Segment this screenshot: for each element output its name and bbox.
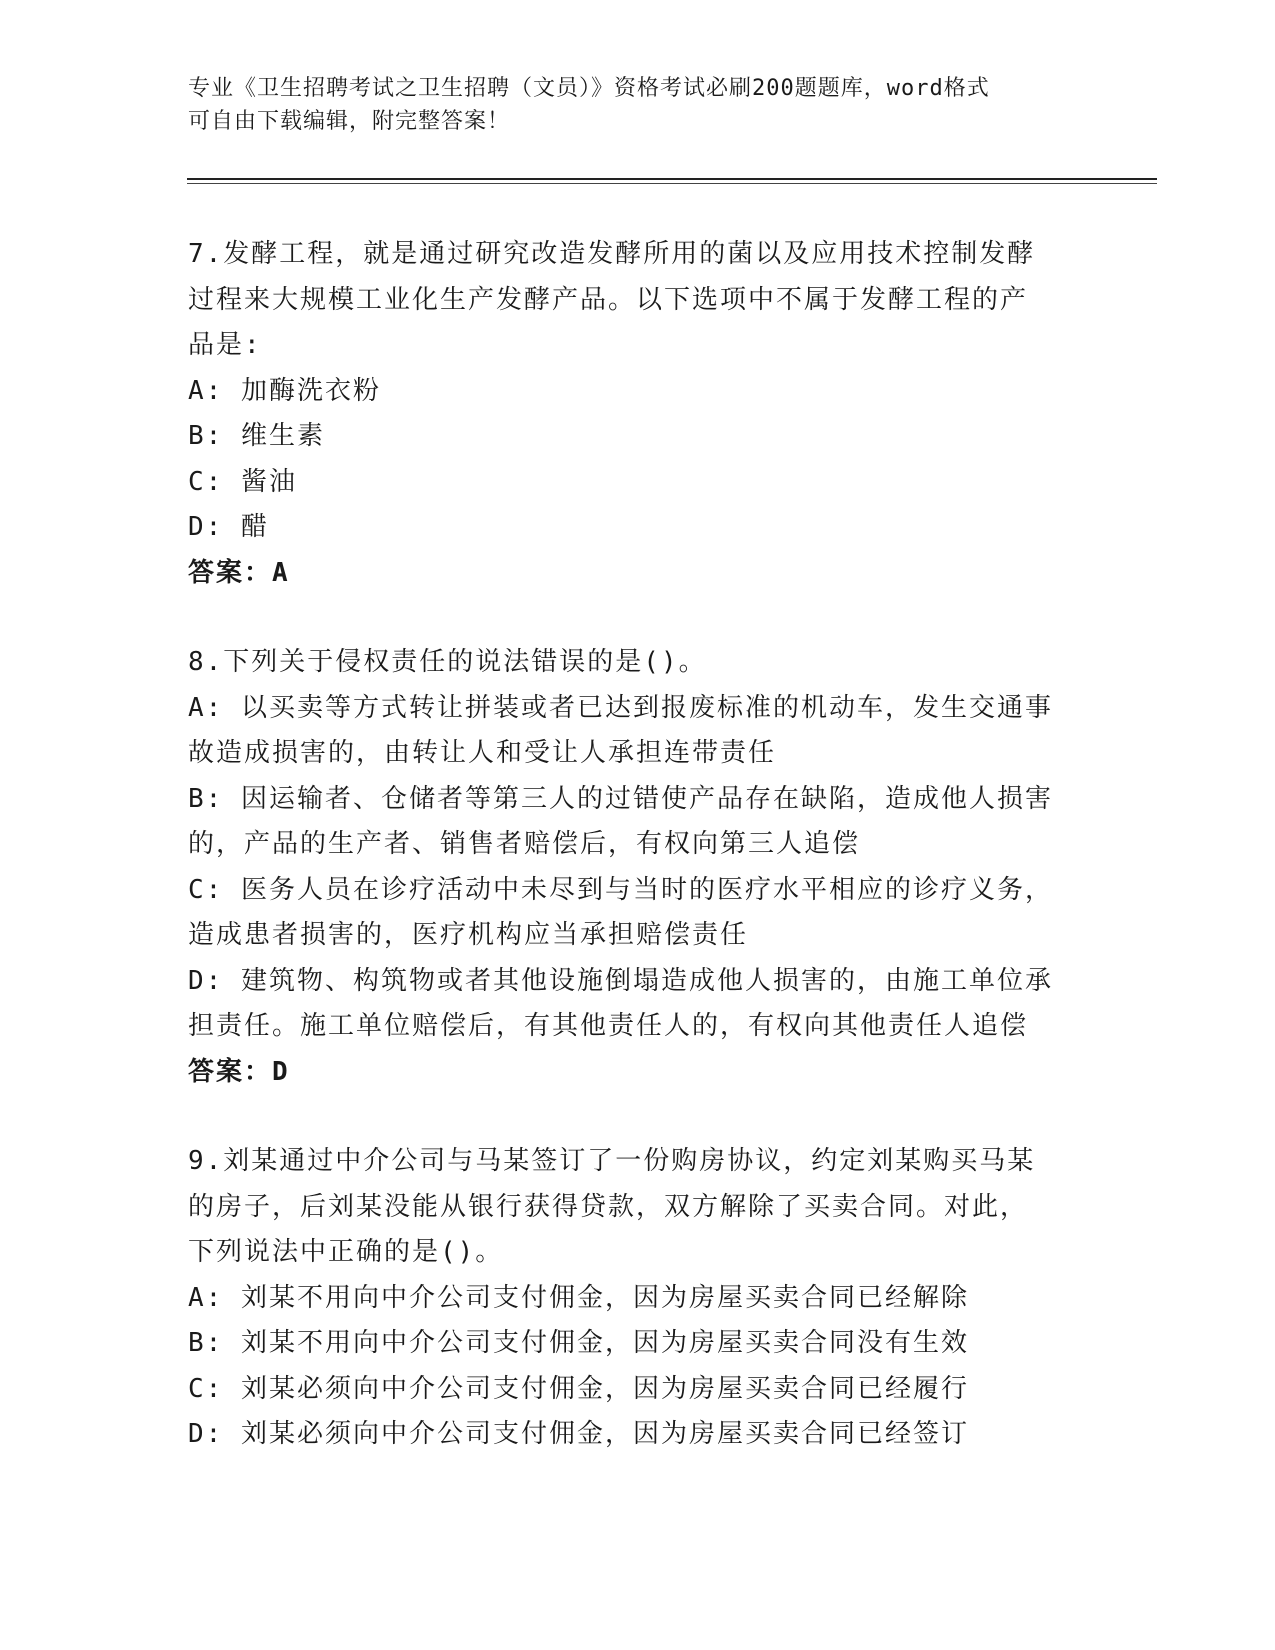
header-divider-thin — [187, 183, 1157, 184]
option-c: C: 医务人员在诊疗活动中未尽到与当时的医疗水平相应的诊疗义务， — [188, 874, 1053, 905]
document-header — [188, 72, 1068, 138]
option-d: D: 刘某必须向中介公司支付佣金，因为房屋买卖合同已经签订 — [188, 1419, 969, 1449]
question-stem-line: 8.下列关于侵权责任的说法错误的是()。 — [188, 647, 707, 677]
option-b: B: 刘某不用向中介公司支付佣金，因为房屋买卖合同没有生效 — [188, 1328, 969, 1358]
question-stem-line: 下列说法中正确的是()。 — [188, 1237, 504, 1267]
option-a: A: 加酶洗衣粉 — [188, 375, 381, 406]
option-d-cont: 担责任。施工单位赔偿后，有其他责任人的，有权向其他责任人追偿 — [188, 1011, 1029, 1041]
question-stem-line: 的房子，后刘某没能从银行获得贷款，双方解除了买卖合同。对此， — [188, 1191, 1029, 1222]
option-b: B: 维生素 — [188, 421, 325, 451]
option-c-cont: 造成患者损害的，医疗机构应当承担赔偿责任 — [188, 920, 749, 950]
question-stem-line: 9.刘某通过中介公司与马某签订了一份购房协议，约定刘某购买马某 — [188, 1146, 1036, 1176]
answer: 答案：D — [188, 1056, 290, 1087]
option-d: D: 醋 — [188, 512, 269, 542]
header-line-2: 可自由下载编辑，附完整答案！ — [188, 109, 511, 134]
option-c: C: 刘某必须向中介公司支付佣金，因为房屋买卖合同已经履行 — [188, 1373, 969, 1404]
question-stem-line: 过程来大规模工业化生产发酵产品。以下选项中不属于发酵工程的产 — [188, 284, 1029, 315]
question-7 — [188, 232, 1088, 596]
question-stem-line: 品是: — [188, 330, 262, 360]
option-a: A: 刘某不用向中介公司支付佣金，因为房屋买卖合同已经解除 — [188, 1282, 969, 1313]
option-b-cont: 的，产品的生产者、销售者赔偿后，有权向第三人追偿 — [188, 829, 861, 859]
question-stem-line: 7.发酵工程，就是通过研究改造发酵所用的菌以及应用技术控制发酵 — [188, 239, 1036, 269]
option-b: B: 因运输者、仓储者等第三人的过错使产品存在缺陷，造成他人损害 — [188, 783, 1053, 814]
option-a-cont: 故造成损害的，由转让人和受让人承担连带责任 — [188, 738, 777, 768]
header-line-1: 专业《卫生招聘考试之卫生招聘（文员）》资格考试必刷200题题库，word格式 — [188, 76, 990, 101]
option-c: C: 酱油 — [188, 466, 297, 497]
question-9 — [188, 1139, 1088, 1458]
option-a: A: 以买卖等方式转让拼装或者已达到报废标准的机动车，发生交通事 — [188, 692, 1053, 723]
header-divider-thick — [187, 178, 1157, 180]
question-list — [188, 232, 1088, 1502]
answer: 答案：A — [188, 557, 290, 588]
option-d: D: 建筑物、构筑物或者其他设施倒塌造成他人损害的，由施工单位承 — [188, 965, 1053, 996]
question-8 — [188, 640, 1088, 1095]
